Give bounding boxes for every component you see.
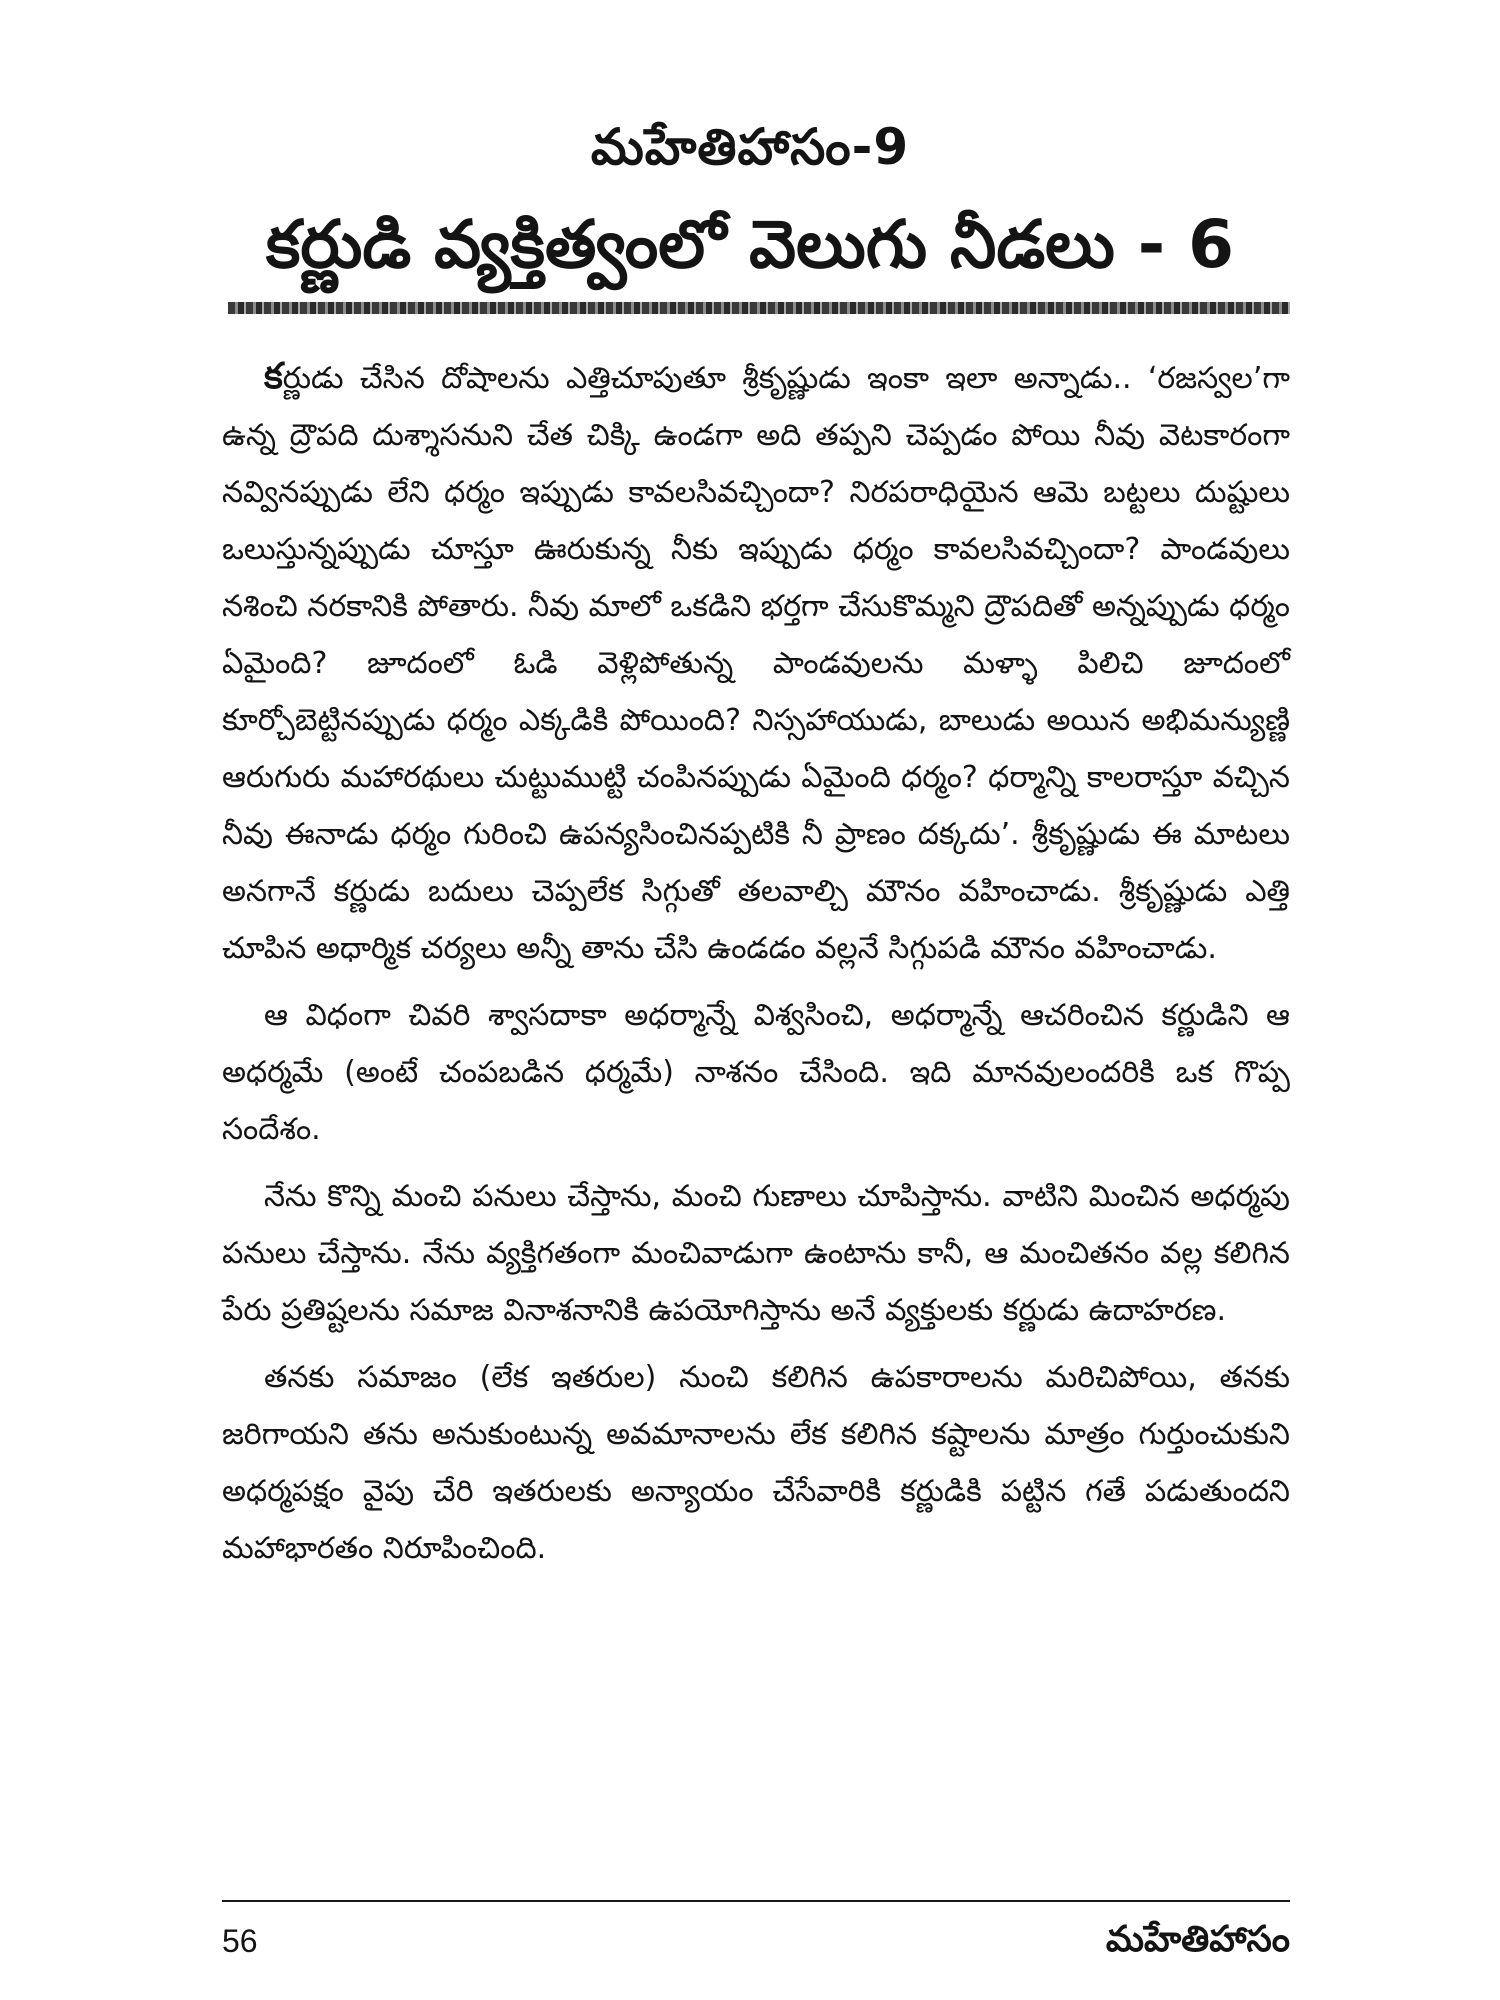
article-body xyxy=(222,348,1290,1587)
paragraph-2: ఆ విధంగా చివరి శ్వాసదాకా అధర్మాన్నే విశ్వసించి, అధర్మాన్నే ఆచరించిన కర్ణుడిని ఆ అధర్మమే (అంటే చంపబడిన ధర్మమే) నాశనం చేసింది. ఇది మానవులందరికి ఒక గొప్ప సందేశం. xyxy=(222,998,1290,1147)
title-divider xyxy=(228,302,1290,314)
footer-divider xyxy=(222,1900,1290,1902)
paragraph-3: నేను కొన్ని మంచి పనులు చేస్తాను, మంచి గుణాలు చూపిస్తాను. వాటిని మించిన అధర్మపు పనులు చేస్తాను. నేను వ్యక్తిగతంగా మంచివాడుగా ఉంటాను కానీ, ఆ మంచితనం వల్ల కలిగిన పేరు ప్రతిష్టలను సమాజ వినాశనానికి ఉపయోగిస్తాను అనే వ్యక్తులకు కర్ణుడు ఉదాహరణ. xyxy=(222,1179,1290,1328)
page-title: కర్ణుడి వ్యక్తిత్వంలో వెలుగు నీడలు - 6 xyxy=(265,206,1235,283)
paragraph-1-text: ర్ణుడు చేసిన దోషాలను ఎత్తిచూపుతూ శ్రీకృష్ణుడు ఇంకా ఇలా అన్నాడు.. ‘రజస్వల’గా ఉన్న ద్రౌపది దుశ్శాసనుని చేత చిక్కి ఉండగా అది తప్పని చెప్పడం పోయి నీవు వెటకారంగా నవ్వినప్పుడు లేని ధర్మం ఇప్పుడు కావలసివచ్చిందా? నిరపరాధియైన ఆమె బట్టలు దుష్టులు ఒలుస్తున్నప్పుడు చూస్తూ ఊరుకున్న నీకు ఇప్పుడు ధర్మం కావలసివచ్చిందా? పాండవులు నశించి నరకానికి పోతారు. నీవు మాలో ఒకడిని భర్తగా చేసుకొమ్మని ద్రౌపదితో అన్నప్పుడు ధర్మం ఏమైంది? జూదంలో ఓడి వెళ్లిపోతున్న పాండవులను మళ్ళా పిలిచి జూదంలో కూర్చోబెట్టినప్పుడు ధర్మం ఎక్కడికి పోయింది? నిస్సహాయుడు, బాలుడు అయిన అభిమన్యుణ్ణి ఆరుగురు మహారథులు చుట్టుముట్టి చంపినప్పుడు ఏమైంది ధర్మం? ధర్మాన్ని కాలరాస్తూ వచ్చిన నీవు ఈనాడు ధర్మం గురించి ఉపన్యసించినప్పటికి నీ ప్రాణం దక్కదు’. శ్రీకృష్ణుడు ఈ మాటలు అనగానే కర్ణుడు బదులు చెప్పలేక సిగ్గుతో తలవాల్చి మౌనం వహించాడు. శ్రీకృష్ణుడు ఎత్తి చూపిన అధార్మిక చర్యలు అన్నీ తాను చేసి ఉండడం వల్లనే సిగ్గుపడి మౌనం వహించాడు. xyxy=(222,361,1290,966)
paragraph-4: తనకు సమాజం (లేక ఇతరుల) నుంచి కలిగిన ఉపకారాలను మరిచిపోయి, తనకు జరిగాయని తను అనుకుంటున్న అవమానాలను లేక కలిగిన కష్టాలను మాత్రం గుర్తుంచుకుని అధర్మపక్షం వైపు చేరి ఇతరులకు అన్యాయం చేసేవారికి కర్ణుడికి పట్టిన గతే పడుతుందని మహాభారతం నిరూపించింది. xyxy=(222,1360,1290,1566)
series-title: మహేతిహాసం-9 xyxy=(590,118,910,176)
footer-book-title: మహేతిహాసం xyxy=(1105,1919,1290,1960)
paragraph-1 xyxy=(222,348,1290,977)
paragraph-1-first-letter: క xyxy=(264,356,283,397)
page-number: 56 xyxy=(222,1923,258,1959)
